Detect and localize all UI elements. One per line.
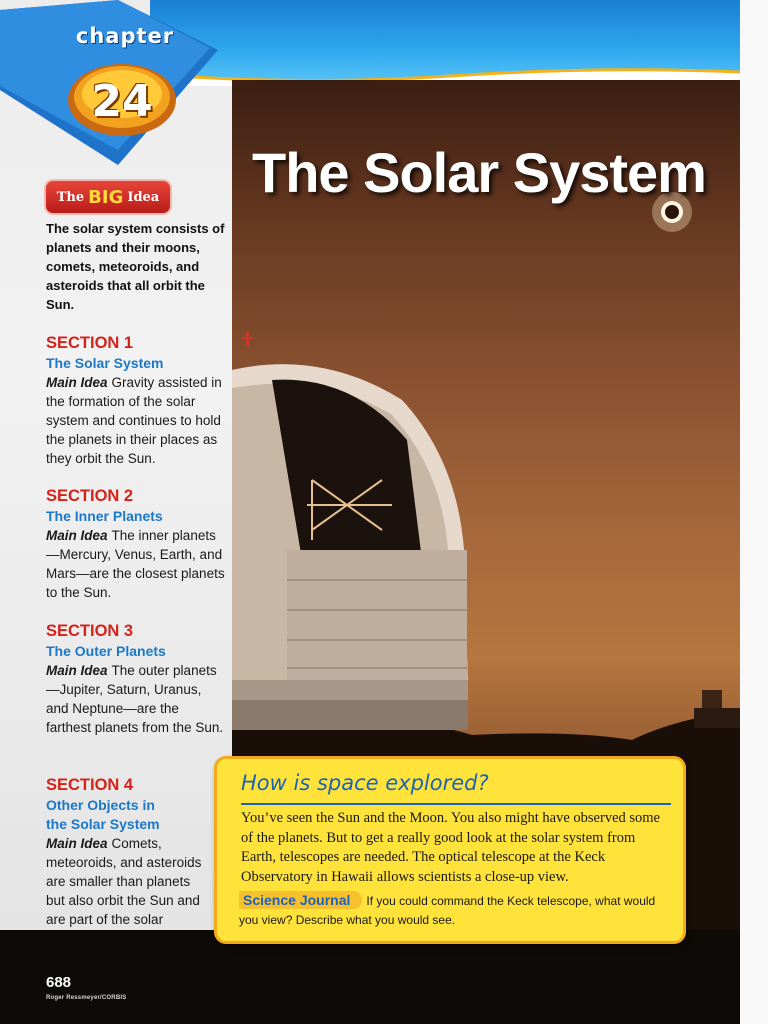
section-heading: SECTION 1 (46, 334, 134, 352)
section-heading: SECTION 4 (46, 776, 134, 794)
main-idea-text: The inner planets—Mercury, Venus, Earth, and Mars—are the closest planets to the Sun. (46, 528, 225, 600)
main-idea-label: Main Idea (46, 836, 108, 851)
question-title: How is space explored? (241, 771, 489, 795)
big-idea-the: The (56, 189, 85, 205)
science-journal (239, 891, 669, 930)
science-journal-label: Science Journal (239, 891, 362, 909)
main-idea-text: The outer planets—Jupiter, Saturn, Uranus, and Neptune—are the farthest planets from the Sun. (46, 663, 224, 735)
big-idea-big: BIG (88, 186, 124, 208)
main-idea-text: Gravity assisted in the formation of the solar system and continues to hold the planets in their places as they orbit the Sun. (46, 375, 222, 466)
main-idea-label: Main Idea (46, 528, 108, 543)
section-title: The Solar System (46, 355, 164, 371)
section-main-idea (46, 526, 226, 602)
telescope-dome-icon (232, 364, 468, 730)
section-title: The Outer Planets (46, 643, 166, 659)
section-title: The Inner Planets (46, 508, 163, 524)
section-main-idea (46, 661, 226, 737)
section-1 (46, 332, 226, 468)
main-idea-label: Main Idea (46, 375, 108, 390)
big-idea-badge (46, 181, 170, 213)
photo-credit: Roger Ressmeyer/CORBIS (46, 995, 127, 1001)
section-heading: SECTION 2 (46, 487, 134, 505)
big-idea-idea: Idea (127, 189, 160, 205)
section-heading: SECTION 3 (46, 622, 134, 640)
page-edge (740, 0, 768, 1024)
chapter-number: 24 (91, 76, 153, 127)
page-number: 688 (46, 974, 72, 991)
question-box (214, 756, 686, 944)
section-4 (46, 774, 212, 948)
bottom-band (0, 930, 740, 1024)
main-idea-text: Comets, meteoroids, and asteroids are smaller than planets but also orbit the Sun and are part of the solar (46, 836, 202, 927)
section-2 (46, 485, 226, 602)
section-main-idea (46, 373, 226, 468)
science-journal-text: If you could command the Keck telescope, what would you view? Describe what you would see. (239, 894, 656, 927)
page-title: The Solar System (252, 141, 706, 204)
main-idea-label: Main Idea (46, 663, 108, 678)
section-3 (46, 620, 226, 737)
chapter-label: chapter (75, 24, 175, 48)
question-divider (241, 803, 671, 805)
chapter-badge (0, 0, 230, 170)
big-idea-text: The solar system consists of planets and their moons, comets, meteoroids, and asteroids that all orbit the Sun. (46, 221, 225, 312)
section-title: Other Objects in the Solar System (46, 797, 160, 832)
question-body: You’ve seen the Sun and the Moon. You also might have observed some of the planets. But to get a really good look at the solar system from Earth, telescopes are needed. The optical telescope at the Keck Observatory in Hawaii allows scientists a close-up view. (241, 810, 660, 885)
